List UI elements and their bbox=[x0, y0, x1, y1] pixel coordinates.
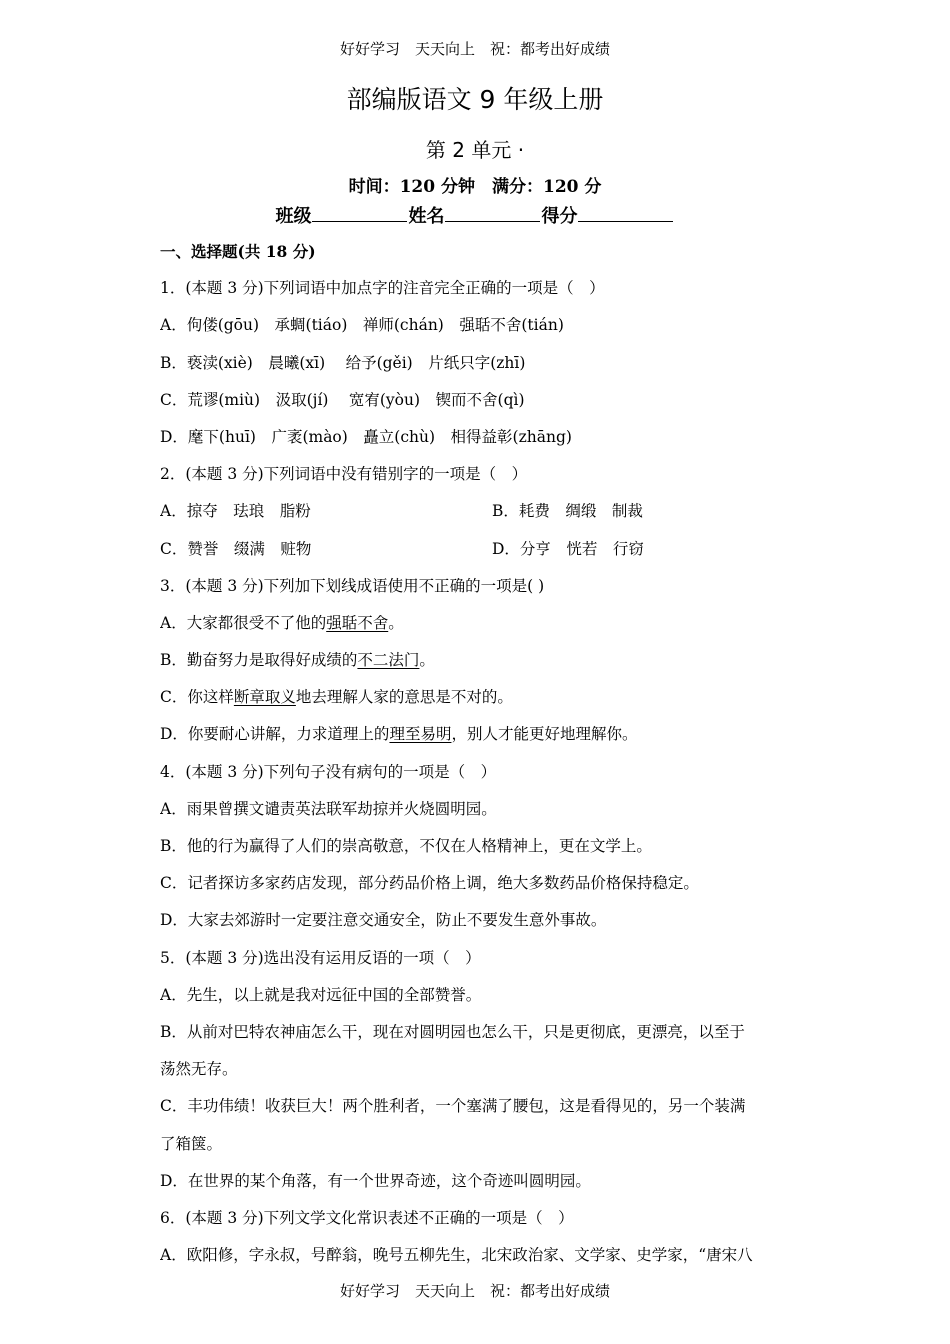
q5-option-c: C．丰功伟绩！收获巨大！两个胜利者，一个塞满了腰包，这是看得见的，另一个装满 bbox=[160, 1097, 746, 1116]
name-label: 姓名 bbox=[408, 206, 445, 227]
q5-option-d: D．在世界的某个角落，有一个世界奇迹，这个奇迹叫圆明园。 bbox=[160, 1171, 591, 1190]
q3-d-end: ，别人才能更好地理解你。 bbox=[451, 725, 638, 744]
q3-option-a bbox=[160, 605, 800, 642]
q3-d-text: D．你要耐心讲解，力求道理上的 bbox=[160, 725, 390, 744]
q3-c-text: C．你这样 bbox=[160, 688, 234, 707]
q2-options-cd bbox=[160, 531, 800, 568]
q4-stem: 4．(本题 3 分)下列句子没有病句的一项是（ ） bbox=[160, 762, 497, 781]
score-blank[interactable] bbox=[578, 203, 673, 222]
student-info-fields bbox=[0, 202, 950, 228]
q3-b-end: 。 bbox=[419, 651, 435, 670]
q3-b-text: B．勤奋努力是取得好成绩的 bbox=[160, 651, 358, 670]
page-title: 部编版语文 9 年级上册 bbox=[346, 85, 604, 114]
q3-a-end: 。 bbox=[388, 613, 404, 632]
q4-option-b: B．他的行为赢得了人们的崇高敬意，不仅在人格精神上，更在文学上。 bbox=[160, 837, 652, 855]
q3-d-idiom: 理至易明 bbox=[389, 725, 452, 744]
q1-option-c: C．荒谬(miù) 汲取(jí) 宽宥(yòu) 锲而不舍(qì) bbox=[160, 390, 525, 409]
q3-option-d bbox=[160, 716, 800, 753]
q3-stem: 3．(本题 3 分)下列加下划线成语使用不正确的一项是( ) bbox=[160, 576, 545, 595]
page-header: 好好学习 天天向上 祝：都考出好成绩 bbox=[339, 40, 610, 58]
q6-option-a: A．欧阳修，字永叔，号醉翁，晚号五柳先生，北宋政治家、文学家、史学家，“唐宋八 bbox=[160, 1246, 753, 1265]
page-footer: 好好学习 天天向上 祝：都考出好成绩 bbox=[339, 1282, 610, 1300]
q5-option-c-cont: 了箱箧。 bbox=[160, 1134, 223, 1153]
q2-stem: 2．(本题 3 分)下列词语中没有错别字的一项是（ ） bbox=[160, 465, 528, 484]
q1-option-d: D．麾下(huī) 广袤(mào) 矗立(chù) 相得益彰(zhāng) bbox=[160, 427, 572, 446]
name-blank[interactable] bbox=[445, 203, 540, 222]
q3-c-idiom: 断章取义 bbox=[233, 688, 296, 707]
q5-option-b: B．从前对巴特农神庙怎么干，现在对圆明园也怎么干，只是更彻底，更漂亮，以至于 bbox=[160, 1022, 745, 1041]
q3-a-idiom: 强聒不舍 bbox=[326, 613, 389, 632]
q4-option-c: C．记者探访多家药店发现，部分药品价格上调，绝大多数药品价格保持稳定。 bbox=[160, 874, 699, 893]
q2-option-c: C．赞誉 缀满 赃物 bbox=[160, 539, 312, 558]
q4-option-a: A．雨果曾撰文谴责英法联军劫掠并火烧圆明园。 bbox=[160, 799, 497, 818]
score-label: 得分 bbox=[541, 206, 578, 227]
unit-title: 第 2 单元 · bbox=[425, 138, 525, 162]
class-label: 班级 bbox=[275, 206, 312, 227]
q3-c-end: 地去理解人家的意思是不对的。 bbox=[295, 688, 513, 707]
time-score-line: 时间：120 分钟 满分：120 分 bbox=[348, 177, 602, 197]
q3-b-idiom: 不二法门 bbox=[357, 651, 420, 670]
q5-option-b-cont: 荡然无存。 bbox=[160, 1060, 238, 1079]
q2-option-b: B．耗费 绸缎 制裁 bbox=[492, 502, 643, 521]
q6-stem: 6．(本题 3 分)下列文学文化常识表述不正确的一项是（ ） bbox=[160, 1208, 574, 1227]
class-blank[interactable] bbox=[312, 203, 407, 222]
q3-a-text: A．大家都很受不了他的 bbox=[160, 613, 327, 632]
q2-option-d: D．分亨 恍若 行窃 bbox=[492, 539, 644, 558]
exam-body bbox=[160, 233, 800, 1274]
q5-stem: 5．(本题 3 分)选出没有运用反语的一项（ ） bbox=[160, 948, 481, 967]
q4-option-d: D．大家去郊游时一定要注意交通安全，防止不要发生意外事故。 bbox=[160, 911, 607, 930]
q2-option-a: A．掠夺 珐琅 脂粉 bbox=[160, 502, 311, 521]
q1-option-b: B．亵渎(xiè) 晨曦(xī) 给予(gěi) 片纸只字(zhī) bbox=[160, 353, 526, 372]
q3-option-b bbox=[160, 642, 800, 679]
q3-option-c bbox=[160, 679, 800, 716]
section-heading: 一、选择题(共 18 分) bbox=[160, 242, 316, 261]
q1-stem: 1．(本题 3 分)下列词语中加点字的注音完全正确的一项是（ ） bbox=[160, 279, 605, 298]
q1-option-a: A．佝偻(gōu) 承蜩(tiáo) 禅师(chán) 强聒不舍(tián) bbox=[160, 316, 564, 335]
q2-options-ab bbox=[160, 493, 800, 530]
q5-option-a: A．先生，以上就是我对远征中国的全部赞誉。 bbox=[160, 985, 482, 1004]
